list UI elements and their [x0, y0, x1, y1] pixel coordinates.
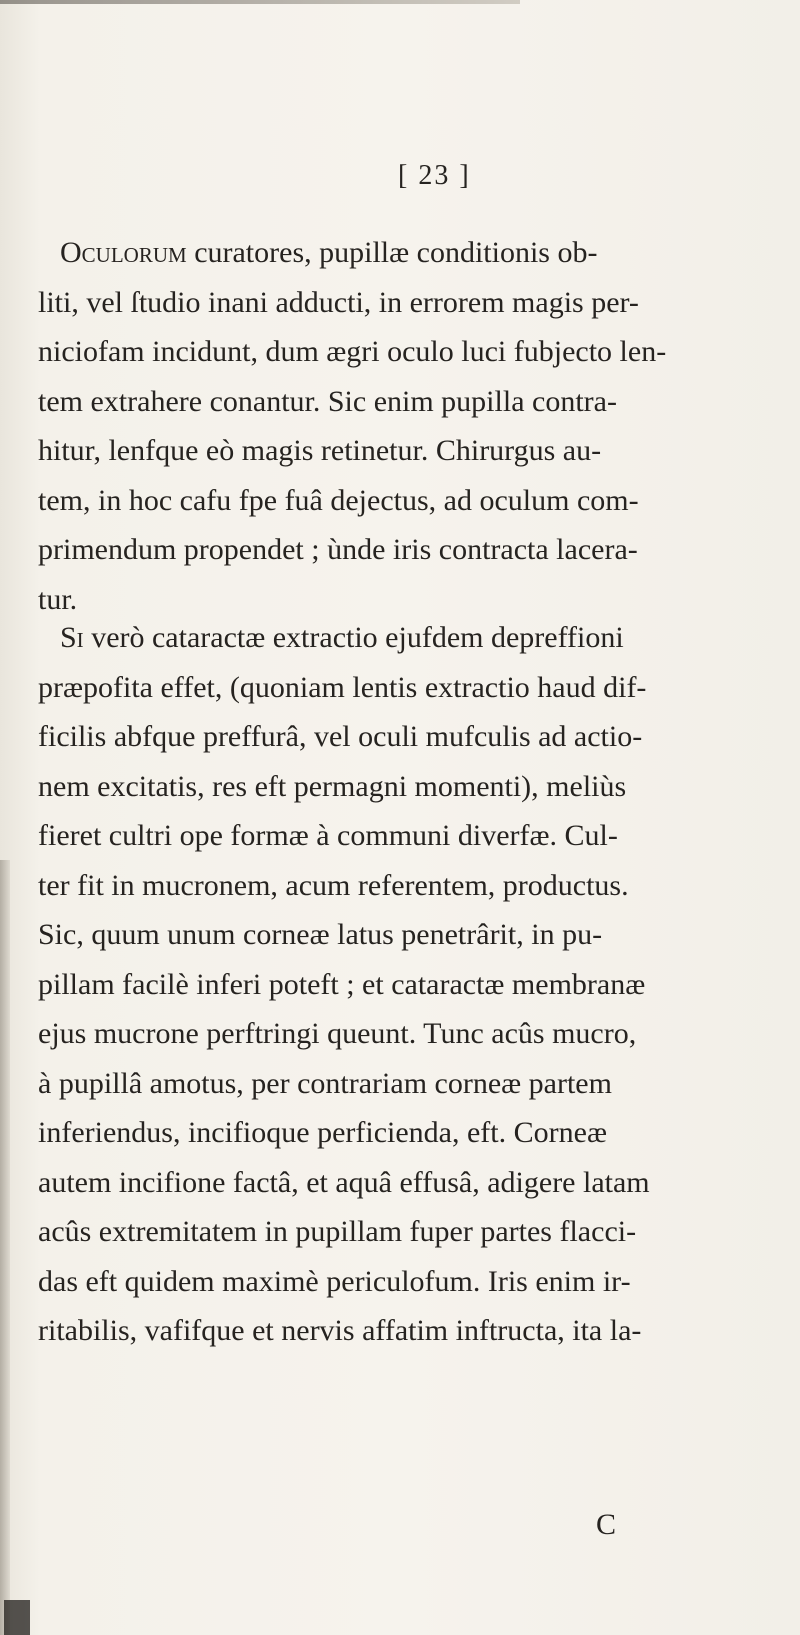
drop-word: Oculorum [60, 236, 187, 269]
signature-mark: C [596, 1508, 617, 1541]
text-line: tem, in hoc cafu fpe fuâ dejectus, ad oculum com- [38, 483, 639, 517]
text-line: tur. [38, 582, 78, 616]
text-line: autem incifione factâ, et aquâ effusâ, adigere latam [38, 1165, 650, 1199]
text-line: Sic, quum unum corneæ latus penetrârit, in pu- [38, 918, 603, 951]
text-line: hitur, lenfque eò magis retinetur. Chirurgus au- [38, 434, 602, 467]
paragraph-1 [38, 228, 783, 624]
text-line: ritabilis, vafifque et nervis affatim inftructa, ita la- [38, 1314, 642, 1347]
text-line: ejus mucrone perftringi queunt. Tunc acûs mucro, [38, 1017, 637, 1050]
binding-shadow [0, 860, 10, 1635]
text-line: fieret cultri ope formæ à communi diverfæ. Cul- [38, 819, 618, 852]
text-line: primendum propendet ; ùnde iris contracta lacera- [38, 533, 638, 566]
page-edge-shadow [0, 0, 520, 4]
text-line-content: curatores, pupillæ conditionis ob- [186, 236, 598, 269]
text-line: pillam facilè inferi poteft ; et cataractæ membranæ [38, 967, 646, 1001]
text-line-content: verò cataractæ extractio ejufdem depreffioni [83, 621, 624, 654]
text-line [38, 613, 783, 663]
text-line: præpofita effet, (quoniam lentis extractio haud dif- [38, 670, 647, 704]
binding-mark [4, 1600, 30, 1635]
text-line: nem excitatis, res eft permagni momenti), meliùs [38, 769, 627, 803]
text-line: das eft quidem maximè periculofum. Iris enim ir- [38, 1264, 631, 1298]
text-line: ter fit in mucronem, acum referentem, productus. [38, 868, 629, 902]
paragraph-2 [38, 613, 783, 1356]
text-line: tem extrahere conantur. Sic enim pupilla contra- [38, 384, 617, 418]
drop-word: Si [60, 621, 84, 654]
text-line: à pupillâ amotus, per contrariam corneæ partem [38, 1066, 612, 1100]
text-line: inferiendus, incifioque perficienda, eft. Corneæ [38, 1116, 607, 1149]
page-number-header: [ 23 ] [398, 160, 471, 191]
text-line [38, 228, 783, 278]
text-line: ficilis abfque preffurâ, vel oculi mufculis ad actio- [38, 720, 643, 753]
text-line: liti, vel ſtudio inani adducti, in errorem magis per- [38, 285, 639, 319]
text-line: niciofam incidunt, dum ægri oculo luci fubjecto len- [38, 335, 667, 368]
text-line: acûs extremitatem in pupillam fuper partes flacci- [38, 1215, 637, 1248]
